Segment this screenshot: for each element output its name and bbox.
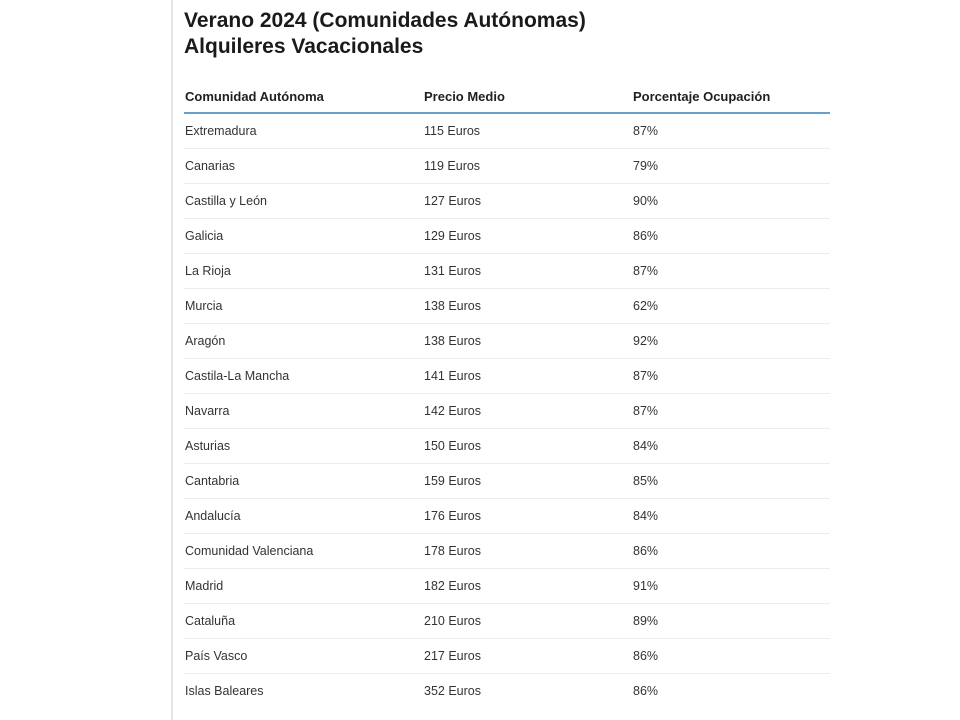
table-row — [184, 674, 830, 709]
table-body — [184, 113, 830, 708]
cell-precio: 217 Euros — [424, 639, 633, 674]
cell-precio: 182 Euros — [424, 569, 633, 604]
cell-comunidad: Galicia — [184, 219, 424, 254]
cell-precio: 210 Euros — [424, 604, 633, 639]
table-row — [184, 394, 830, 429]
cell-precio: 352 Euros — [424, 684, 481, 698]
cell-comunidad: Comunidad Valenciana — [184, 534, 424, 569]
table-row — [184, 254, 830, 289]
cell-ocupacion: 86% — [633, 639, 830, 674]
cell-precio: 131 Euros — [424, 254, 633, 289]
cell-precio: 141 Euros — [424, 359, 633, 394]
cell-comunidad: País Vasco — [184, 639, 424, 674]
cell-comunidad: Madrid — [184, 569, 424, 604]
cell-precio: 127 Euros — [424, 184, 633, 219]
table-row — [184, 604, 830, 639]
cell-precio: 178 Euros — [424, 534, 633, 569]
cell-ocupacion: 79% — [633, 149, 830, 184]
cell-comunidad: Aragón — [184, 324, 424, 359]
header-precio: Precio Medio — [424, 80, 633, 113]
table-header-row — [184, 80, 830, 113]
rental-table-container — [184, 80, 830, 708]
table-row — [184, 639, 830, 674]
cell-precio: 150 Euros — [424, 429, 633, 464]
cell-ocupacion: 87% — [633, 254, 830, 289]
table-row — [184, 289, 830, 324]
cell-ocupacion: 62% — [633, 289, 830, 324]
cell-ocupacion: 92% — [633, 324, 830, 359]
cell-ocupacion: 85% — [633, 464, 830, 499]
cell-comunidad: Cantabria — [184, 464, 424, 499]
cell-comunidad: Islas Baleares — [185, 684, 264, 698]
table-row — [184, 429, 830, 464]
cell-comunidad: Castila-La Mancha — [184, 359, 424, 394]
header-comunidad: Comunidad Autónoma — [184, 80, 424, 113]
table-row — [184, 149, 830, 184]
page-title — [184, 8, 586, 60]
rental-table — [184, 80, 830, 708]
table-row — [184, 324, 830, 359]
table-row — [184, 534, 830, 569]
left-border-line — [171, 0, 173, 720]
table-row — [184, 359, 830, 394]
cell-comunidad: Murcia — [184, 289, 424, 324]
cell-ocupacion: 84% — [633, 429, 830, 464]
cell-comunidad: Navarra — [184, 394, 424, 429]
cell-comunidad: Extremadura — [184, 113, 424, 149]
cell-comunidad: Cataluña — [184, 604, 424, 639]
cell-precio: 138 Euros — [424, 289, 633, 324]
cell-ocupacion: 91% — [633, 569, 830, 604]
table-row — [184, 184, 830, 219]
cell-comunidad: Castilla y León — [184, 184, 424, 219]
cell-precio: 176 Euros — [424, 499, 633, 534]
cell-ocupacion: 90% — [633, 184, 830, 219]
cell-ocupacion: 84% — [633, 499, 830, 534]
table-row — [184, 569, 830, 604]
table-row — [184, 219, 830, 254]
cell-ocupacion: 86% — [633, 684, 659, 698]
title-line-1: Verano 2024 (Comunidades Autónomas) — [184, 9, 586, 32]
cell-ocupacion: 89% — [633, 604, 830, 639]
cell-comunidad: Andalucía — [184, 499, 424, 534]
cell-precio: 138 Euros — [424, 324, 633, 359]
header-ocupacion: Porcentaje Ocupación — [633, 80, 830, 113]
table-row — [184, 499, 830, 534]
cell-ocupacion: 87% — [633, 113, 830, 149]
cell-precio: 129 Euros — [424, 219, 633, 254]
cell-precio: 159 Euros — [424, 464, 633, 499]
cell-ocupacion: 87% — [633, 359, 830, 394]
table-row — [184, 464, 830, 499]
cell-precio: 115 Euros — [424, 113, 633, 149]
cell-comunidad: Canarias — [184, 149, 424, 184]
cell-comunidad: La Rioja — [184, 254, 424, 289]
title-line-2: Alquileres Vacacionales — [184, 35, 424, 58]
table-row — [184, 113, 830, 149]
cell-ocupacion: 86% — [633, 534, 830, 569]
cell-precio: 119 Euros — [424, 149, 633, 184]
cell-comunidad: Asturias — [184, 429, 424, 464]
cell-ocupacion: 87% — [633, 394, 830, 429]
cell-ocupacion: 86% — [633, 219, 830, 254]
cell-precio: 142 Euros — [424, 394, 633, 429]
